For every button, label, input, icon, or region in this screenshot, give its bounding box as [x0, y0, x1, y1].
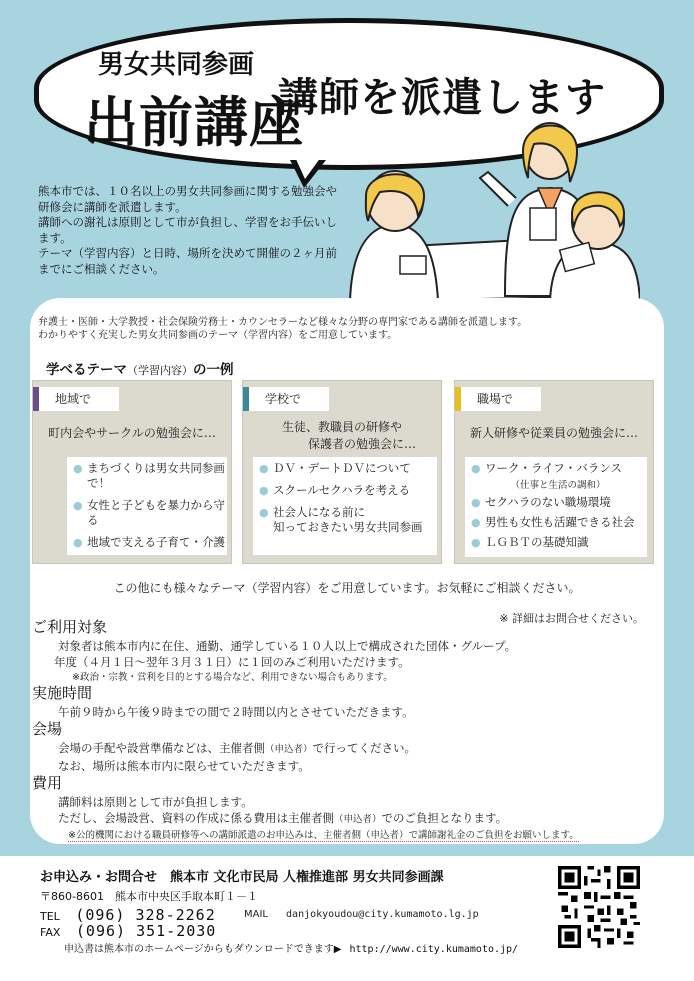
list-item-note: （仕事と生活の調和） — [510, 480, 606, 491]
section-heading-time: 実施時間 — [32, 684, 664, 704]
header-tagline: 講師を派遣します — [278, 75, 606, 121]
public-agency-note: ※公的機関における職員研修等への講師派遣のお申込みは、主催者側（申込者）で講師謝礼金のご負担をお願いします。 — [68, 830, 579, 841]
details-note: ※ 詳細はお問合せください。 — [499, 612, 644, 625]
section-body-time: 午前９時から午後９時までの間で２時間以内とさせていただきます。 — [58, 705, 414, 719]
specialists-text: 弁護士・医師・大学教授・社会保険労務士・カウンセラーなど様々な分野の専門家である講師を派遣します。 わかりやすく充実した男女共同参画のテーマ（学習内容）をご用意しています。 — [38, 317, 528, 341]
list-item: ● ＬＧＢＴの基礎知識 — [471, 535, 645, 550]
card-description: 町内会やサークルの勉強会に… — [48, 426, 216, 440]
theme-card-workplace — [454, 380, 654, 564]
theme-card-school — [242, 380, 442, 564]
card-topic-list — [67, 457, 227, 555]
section-body-target: 対象者は熊本市内に在住、通勤、通学している１０人以上で構成された団体・グループ。 年度（４月１日～翌年３月３１日）に１回のみご利用いただけます。 ※政治・宗教・営利を目的とする場合など、利用できない場合もあります。 — [54, 639, 517, 683]
card-topic-list — [465, 457, 647, 557]
page-title: 出前講座 — [84, 91, 304, 154]
list-item: ● スクールセクハラを考える — [259, 483, 435, 498]
list-item: ● 男性も女性も活躍できる社会 — [471, 515, 645, 530]
theme-card-community — [32, 380, 232, 564]
postal-address: 〒860-8601 熊本市中央区手取本町１－１ — [40, 890, 258, 903]
themes-heading: 学べるテーマ（学習内容）の一例 — [46, 362, 234, 378]
card-description: 生徒、教職員の研修や 保護者の勉強会に… — [281, 420, 416, 451]
people-illustration — [340, 96, 640, 301]
list-item: ● まちづくりは男女共同参画で！ — [73, 461, 225, 491]
qr-code-icon — [558, 866, 640, 948]
contact-title: お申込み・お問合せ 熊本市 文化市民局 人権推進部 男女共同参画課 — [40, 870, 444, 885]
intro-text: 熊本市では、１０名以上の男女共同参画に関する勉強会や 研修会に講師を派遣します。 講師への謝礼は原則として市が負担し、学習をお手伝いし ます。 テーマ（学習内容）と日時、場所を決めて開催の２ヶ月前 までにご相談ください。 — [38, 184, 337, 276]
header-subtitle: 男女共同参画 — [98, 50, 255, 80]
card-description: 新人研修や従業員の勉強会に… — [469, 426, 638, 440]
section-heading-target: ご利用対象 — [32, 618, 664, 638]
list-item: ● ワーク・ライフ・バランス — [471, 461, 645, 476]
list-item: ● 社会人になる前に — [259, 505, 435, 520]
section-body-cost: 講師料は原則として市が負担します。 ただし、会場設営、資料の作成に係る費用は主催者側（申込者）でのご負担となります。 ※公的機関における職員研修等への講師派遣のお申込みは、主催者側（申込者）で講師謝礼金のご負担をお願いします。 — [58, 795, 579, 841]
section-heading-cost: 費用 — [32, 774, 664, 794]
card-tag: 地域で — [33, 387, 119, 411]
list-item: ● 地域で支える子育て・介護 — [73, 535, 225, 550]
card-tag: 学校で — [243, 387, 329, 411]
card-tag: 職場で — [455, 387, 541, 411]
website-link[interactable]: http://www.city.kumamoto.jp/ — [349, 944, 519, 955]
section-body-venue: 会場の手配や設営準備などは、主催者側（申込者）で行ってください。 なお、場所は熊本市内に限らせていただきます。 — [58, 741, 417, 773]
left-person-illustration — [350, 171, 438, 301]
list-item: ● セクハラのない職場環境 — [471, 495, 645, 510]
more-themes-text: この他にも様々なテーマ（学習内容）をご用意しています。お気軽にご相談ください。 — [113, 581, 581, 595]
fax-number: FAX (096) 351-2030 — [40, 922, 217, 940]
phone-number: TEL (096) 328-2262 — [40, 906, 216, 924]
section-heading-venue: 会場 — [32, 720, 664, 740]
list-item-continuation: 知っておきたい男女共同参画 — [273, 520, 423, 534]
card-topic-list — [253, 457, 437, 555]
download-note: 申込書は熊本市のホームページからもダウンロードできます▶ http://www.city.kumamoto.jp/ — [64, 944, 519, 955]
list-item: ● ＤＶ・デートＤＶについて — [259, 461, 435, 476]
email-address[interactable]: MAIL danjokyoudou@city.kumamoto.lg.jp — [244, 909, 479, 920]
list-item: ● 女性と子どもを暴力から守る — [73, 498, 225, 528]
